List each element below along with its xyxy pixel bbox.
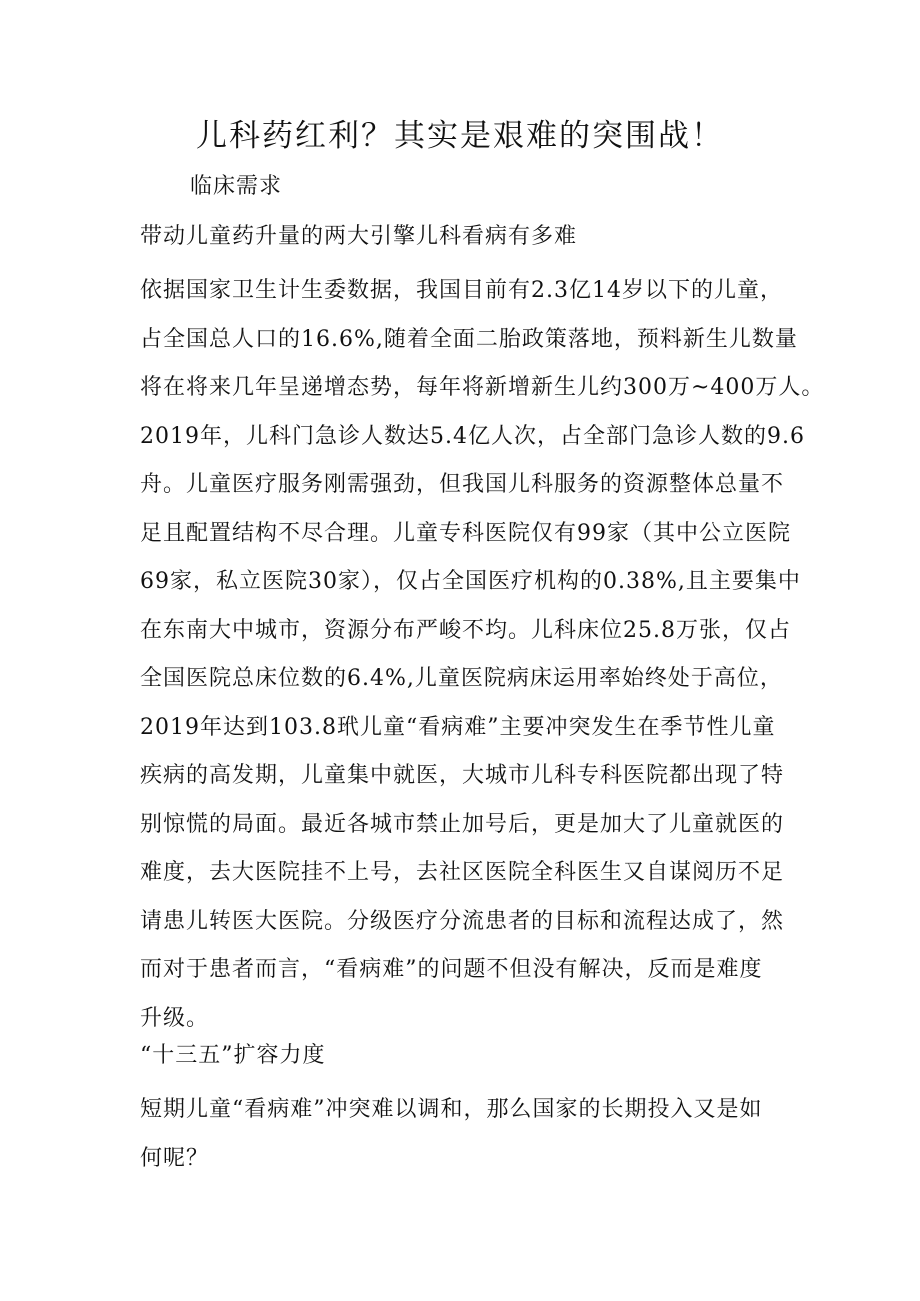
paragraph-line: 升级。	[140, 1005, 210, 1031]
section-label: 临床需求	[190, 174, 283, 199]
paragraph-line: 足且配置结构不尽合理。儿童专科医院仅有99家（其中公立医院	[140, 520, 791, 546]
paragraph-line: 何呢？	[140, 1145, 210, 1171]
paragraph-investment	[140, 1086, 800, 1183]
paragraph-line: 短期儿童“看病难”冲突难以调和，那么国家的长期投入又是如	[140, 1097, 763, 1122]
paragraph-line: 依据国家卫生计生委数据，我国目前有2.3亿14岁以下的儿童，	[140, 278, 783, 303]
paragraph-line: 2019年达到103.8玳儿童“看病难”主要冲突发生在季节性儿童	[140, 714, 776, 740]
paragraph-line: 舟。儿童医疗服务刚需强劲，但我国儿科服务的资源整体总量不	[140, 472, 785, 497]
paragraph-line: 疾病的高发期，儿童集中就医，大城市儿科专科医院都出现了特	[140, 763, 785, 788]
paragraph-line: 69家，私立医院30家），仅占全国医疗机构的0.38%,且主要集中	[140, 569, 801, 594]
heading-13th-five-year: “十三五”扩容力度	[140, 1043, 326, 1068]
paragraph-line: 别惊慌的局面。最近各城市禁止加号后，更是加大了儿童就医的	[140, 811, 785, 837]
document-title: 儿科药红利？其实是艰难的突围战！	[196, 118, 724, 154]
paragraph-line: 而对于患者而言，“看病难”的问题不但没有解决，反而是难度	[140, 957, 763, 982]
heading-engines: 带动儿童药升量的两大引擎儿科看病有多难	[140, 224, 578, 249]
paragraph-line: 将在将来几年呈递增态势，每年将新增新生儿约300万~400万人。	[140, 375, 825, 400]
paragraph-line: 难度，去大医院挂不上号，去社区医院全科医生又自谋阅历不足	[140, 860, 785, 885]
paragraph-line: 2019年，儿科门急诊人数达5.4亿人次，占全部门急诊人数的9.6	[140, 423, 805, 449]
paragraph-line: 占全国总人口的16.6%,随着全面二胎政策落地，预料新生儿数量	[140, 326, 798, 352]
paragraph-line: 在东南大中城市，资源分布严峻不均。儿科床位25.8万张，仅占	[140, 617, 791, 643]
paragraph-line: 全国医院总床位数的6.4%,儿童医院病床运用率始终处于高位，	[140, 666, 783, 691]
paragraph-pediatrics	[140, 267, 825, 1043]
paragraph-line: 请患儿转医大医院。分级医疗分流患者的目标和流程达成了，然	[140, 908, 785, 934]
